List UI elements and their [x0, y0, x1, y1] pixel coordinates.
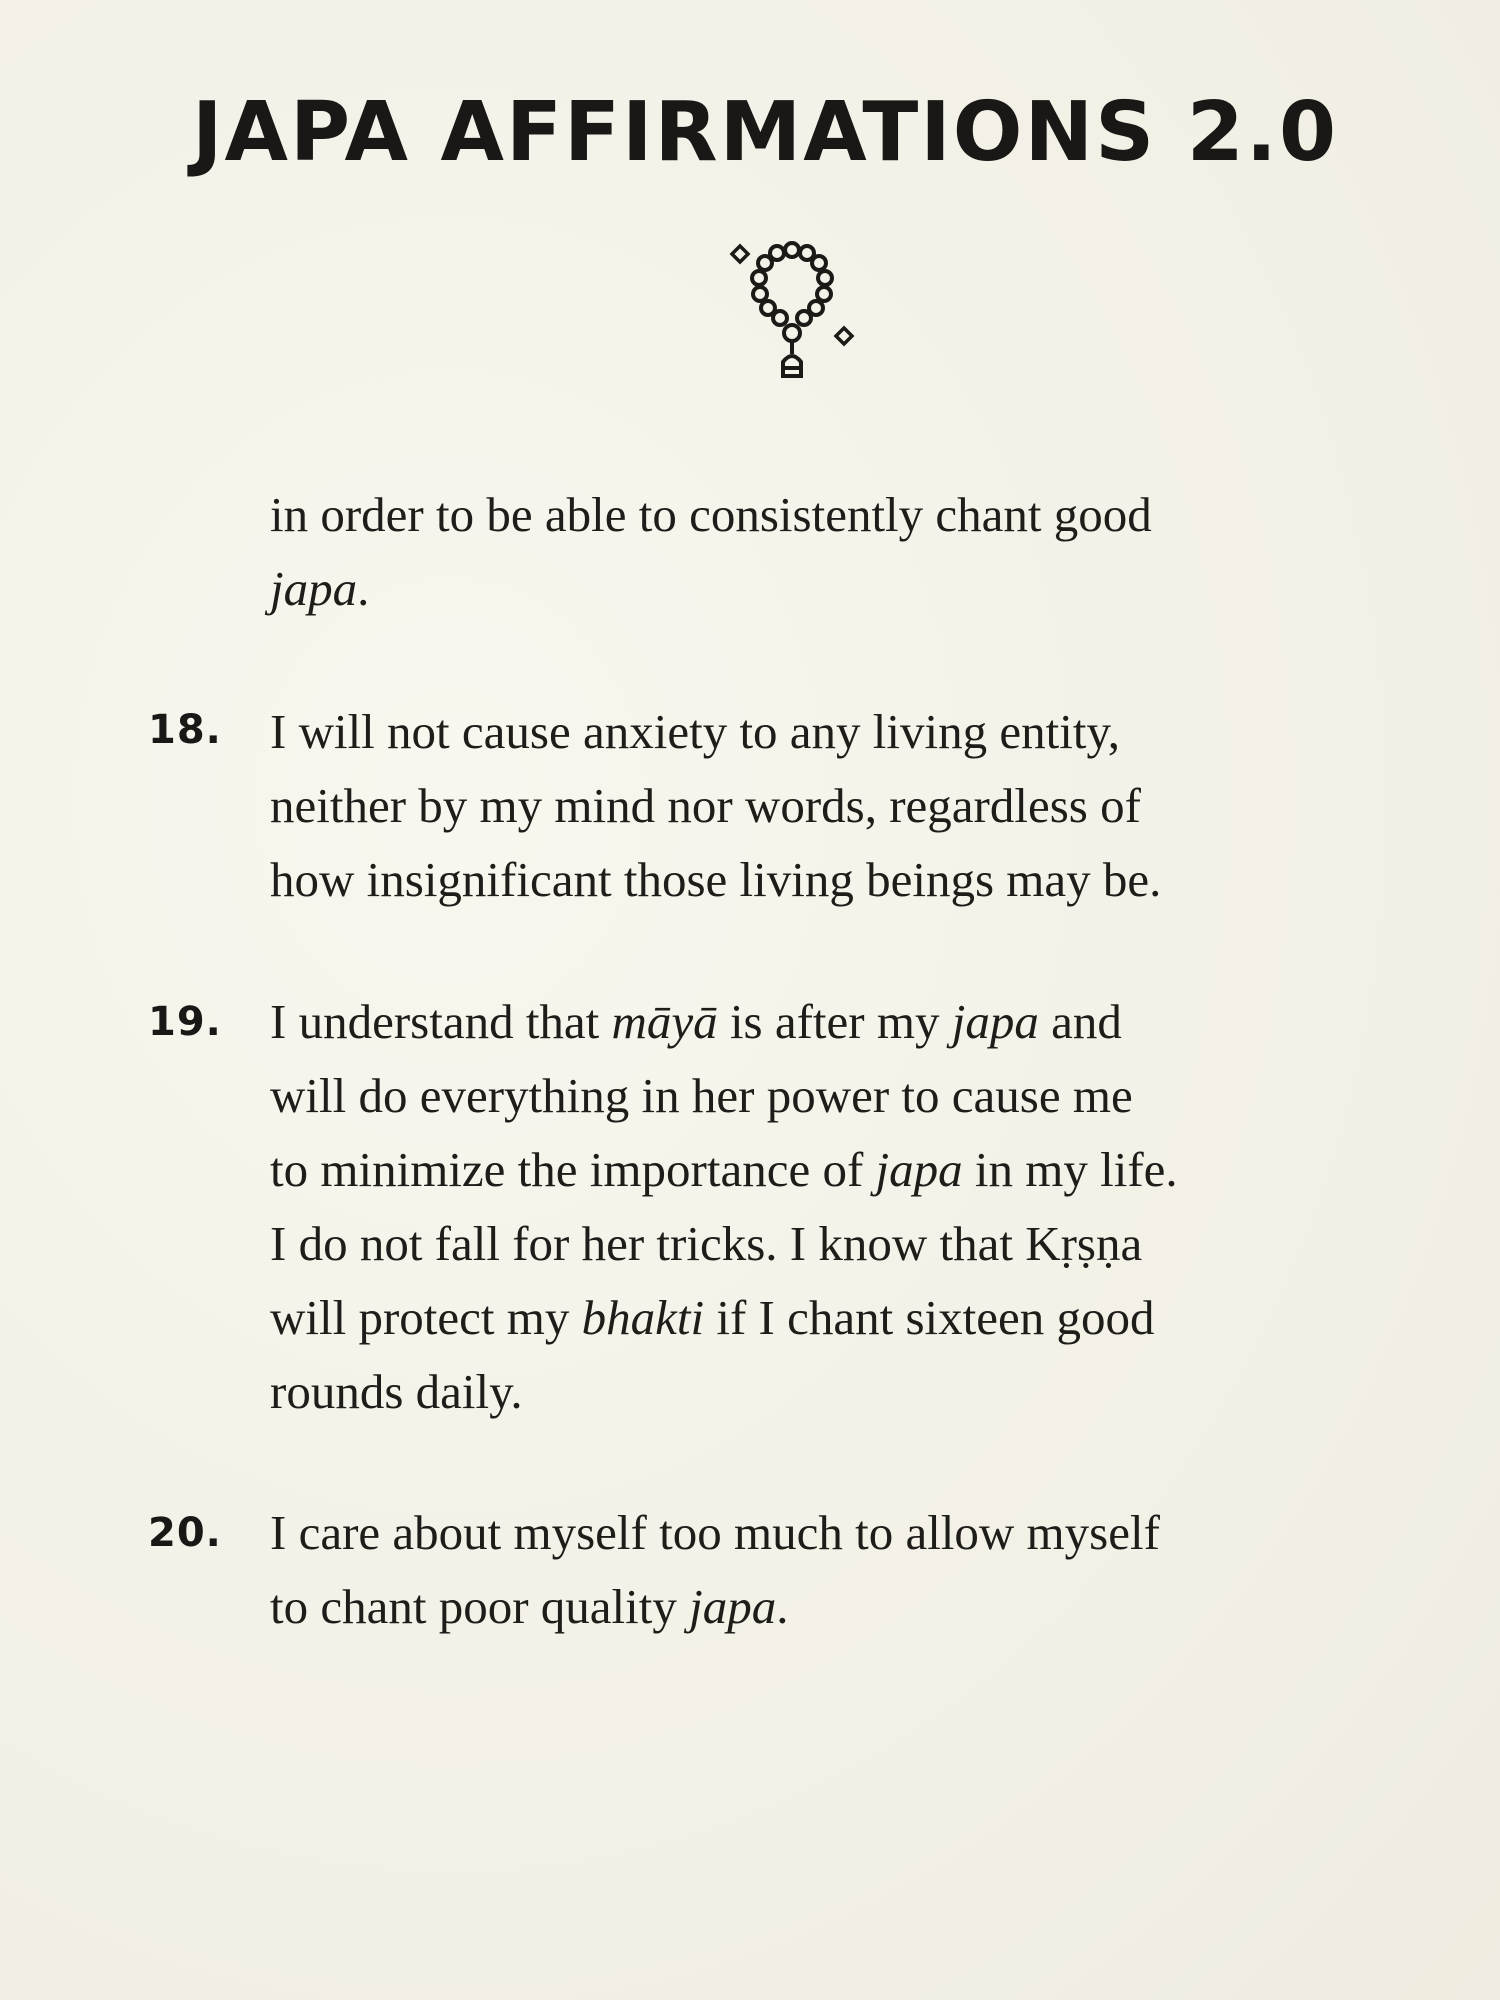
- text-line: how insignificant those living beings may be.: [270, 852, 1162, 907]
- text-line: I care about myself too much to allow myself: [270, 1505, 1160, 1560]
- text-line: I will not cause anxiety to any living entity,: [270, 704, 1121, 759]
- text-line: japa.: [270, 561, 370, 616]
- affirmation-18: [270, 695, 1360, 917]
- affirmation-20: [270, 1496, 1360, 1644]
- text-line: in order to be able to consistently chant good: [270, 487, 1152, 542]
- text-line: neither by my mind nor words, regardless of: [270, 778, 1141, 833]
- text-line: will do everything in her power to cause me: [270, 1068, 1133, 1123]
- affirmation-number: 18.: [148, 707, 222, 753]
- text-line: to chant poor quality japa.: [270, 1579, 789, 1634]
- affirmation-19: [270, 985, 1360, 1429]
- page-title: JAPA AFFIRMATIONS 2.0: [191, 85, 1339, 180]
- text-line: will protect my bhakti if I chant sixteen good: [270, 1290, 1155, 1345]
- text-line: I do not fall for her tricks. I know that Kṛṣṇa: [270, 1216, 1143, 1271]
- text-line: to minimize the importance of japa in my life.: [270, 1142, 1178, 1197]
- continuation-paragraph: [270, 478, 1360, 626]
- text-line: rounds daily.: [270, 1364, 523, 1419]
- japa-beads-icon: [720, 232, 864, 388]
- affirmation-number: 19.: [148, 999, 222, 1045]
- text-line: I understand that māyā is after my japa and: [270, 994, 1122, 1049]
- affirmation-number: 20.: [148, 1510, 222, 1556]
